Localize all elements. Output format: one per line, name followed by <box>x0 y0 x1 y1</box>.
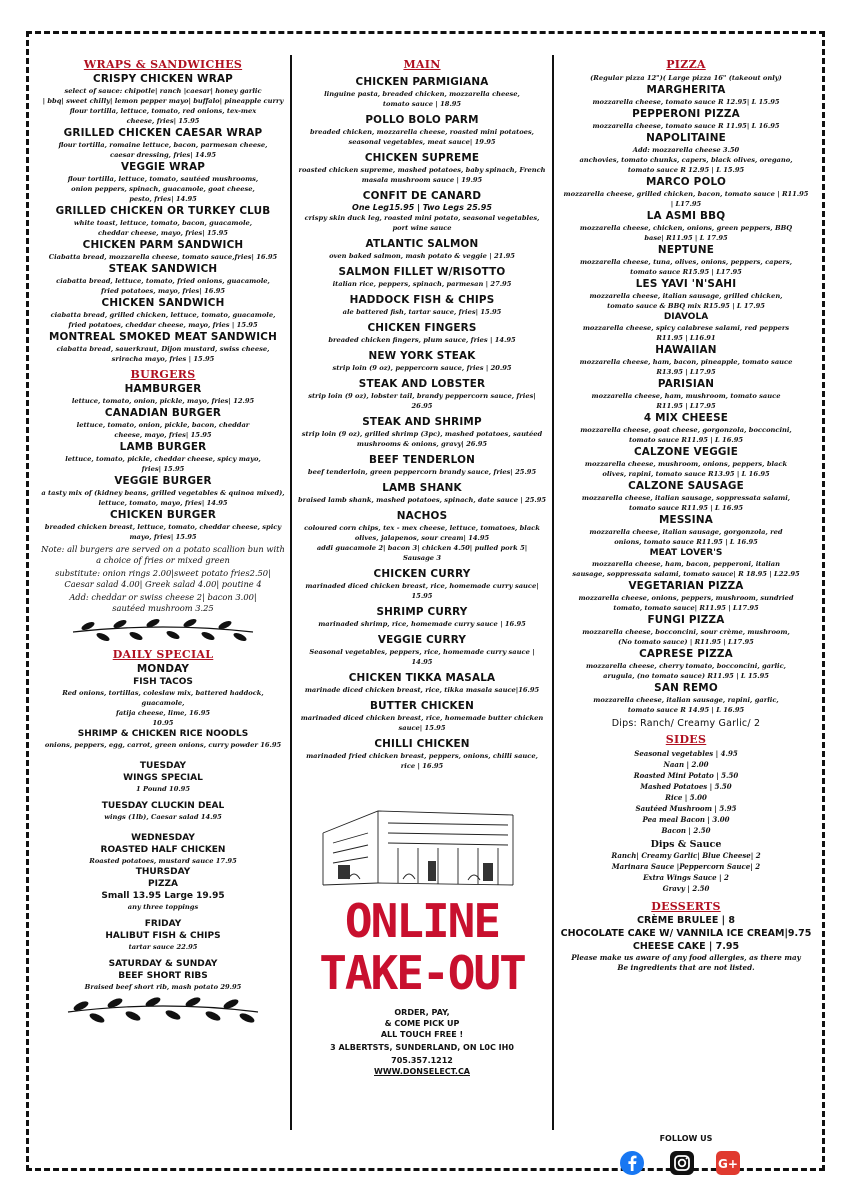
burger-item-desc: breaded chicken breast, lettuce, tomato, cheddar cheese, spicy mayo, fries| 15.95 <box>44 523 282 541</box>
pizza-item-name: MESSINA <box>659 514 713 526</box>
section-title-sides: SIDES <box>665 733 707 746</box>
main-item-name: NEW YORK STEAK <box>368 350 476 362</box>
main-item-desc: coloured corn chips, tex - mex cheese, lettuce, tomatoes, black olives, jalapenos, sour cream| 14.95 addi guacamole 2| bacon 3| chicken 4.50| pulled pork 5| Sausage 3 <box>304 524 540 562</box>
daily-thursday-sizes: Small 13.95 Large 19.95 <box>101 891 225 901</box>
facebook-icon[interactable] <box>619 1150 645 1176</box>
follow-us-label: FOLLOW US <box>659 1134 713 1143</box>
wraps-list <box>40 73 286 364</box>
main-item-desc: strip loin (9 oz), peppercorn sauce, fries | 20.95 <box>332 364 512 372</box>
burger-item-desc: lettuce, tomato, onion, pickle, mayo, fries| 12.95 <box>71 397 255 405</box>
pizza-item-name: 4 MIX CHEESE <box>643 412 729 424</box>
main-item-desc: strip loin (9 oz), lobster tail, brandy peppercorn sauce, fries| 26.95 <box>308 392 536 410</box>
section-title-pizza: PIZZA <box>666 58 706 71</box>
main-item-sub: One Leg15.95 | Two Legs 25.95 <box>352 203 492 212</box>
column-divider-right <box>552 55 554 1130</box>
dip-item: Ranch| Creamy Garlic| Blue Cheese| 2 <box>611 851 761 860</box>
section-title-main: MAIN <box>403 58 441 71</box>
burgers-list <box>40 383 286 542</box>
pizza-item-desc: mozzarella cheese, ham, bacon, pepperoni, italian sausage, soppressata salami, tomato sauce| R 18.95 | L22.95 <box>572 560 800 578</box>
main-item-desc: crispy skin duck leg, roasted mini potato, seasonal vegetables, port wine sauce <box>304 214 540 232</box>
wrap-item-desc: ciabatta bread, grilled chicken, lettuce, tomato, guacamole, fried potatoes, cheddar cheese, mayo, fries | 15.95 <box>50 311 276 329</box>
dip-item: Marinara Sauce |Peppercorn Sauce| 2 <box>611 862 761 871</box>
section-title-wraps: WRAPS & SANDWICHES <box>83 58 243 71</box>
pizza-item-name: VEGETARIAN PIZZA <box>628 580 744 592</box>
burger-item-name: LAMB BURGER <box>119 441 207 453</box>
wrap-item-desc: ciabatta bread, sauerkraut, Dijon mustard, swiss cheese, sriracha mayo, fries | 15.95 <box>56 345 270 363</box>
daily-tuesday-desc: 1 Pound 10.95 <box>136 785 190 793</box>
wrap-item-name: MONTREAL SMOKED MEAT SANDWICH <box>48 331 278 343</box>
burger-item-name: VEGGIE BURGER <box>114 475 212 487</box>
wrap-item-desc: ciabatta bread, lettuce, tomato, fried onions, guacamole, fried potatoes, mayo, fries| 16.95 <box>56 277 270 295</box>
daily-monday-item2: SHRIMP & CHICKEN RICE NOODLS <box>77 729 249 739</box>
pizza-item-name: PARISIAN <box>657 378 715 390</box>
main-item-name: LAMB SHANK <box>382 482 462 494</box>
pizza-item-name: LA ASMI BBQ <box>646 210 726 222</box>
main-item-name: CHICKEN CURRY <box>373 568 471 580</box>
section-title-desserts: DESSERTS <box>651 900 721 913</box>
promo-website-link[interactable]: WWW.DONSELECT.CA <box>374 1067 470 1076</box>
svg-text:G+: G+ <box>718 1157 738 1171</box>
column-main <box>298 56 546 771</box>
wrap-item-name: CRISPY CHICKEN WRAP <box>93 73 233 85</box>
pizza-item-name: NAPOLITAINE <box>646 132 726 144</box>
pizza-item-name: DIAVOLA <box>663 312 709 322</box>
main-item-name: STEAK AND LOBSTER <box>358 378 486 390</box>
column-wraps-burgers <box>40 56 286 1030</box>
pizza-item-desc: mozzarella cheese, italian sausage, rapini, garlic, tomato sauce R 14.95 | L 16.95 <box>593 696 779 714</box>
daily-thursday: THURSDAY <box>135 867 191 877</box>
dips-list <box>560 850 812 894</box>
main-item-name: CHICKEN PARMIGIANA <box>355 76 489 88</box>
pizza-item-desc: mozzarella cheese, ham, bacon, pineapple, tomato sauce R13.95 | L17.95 <box>579 358 793 376</box>
main-item-desc: marinaded shrimp, rice, homemade curry sauce | 16.95 <box>318 620 526 628</box>
side-item: Bacon | 2.50 <box>661 826 711 835</box>
burger-substitute: substitute: onion rings 2.00|sweet potato fries2.50| Caesar salad 4.00| Greek salad 4.00| poutine 4 <box>55 568 271 589</box>
burger-item-name: CANADIAN BURGER <box>104 407 222 419</box>
column-pizza <box>560 56 812 973</box>
wrap-item-name: CHICKEN SANDWICH <box>101 297 225 309</box>
pizza-item-name: PEPPERONI PIZZA <box>632 108 740 120</box>
main-item-name: CHICKEN TIKKA MASALA <box>348 672 496 684</box>
main-item-desc: ale battered fish, tartar sauce, fries| 15.95 <box>342 308 502 316</box>
side-item: Naan | 2.00 <box>663 760 709 769</box>
main-item-desc: marinaded diced chicken breast, rice, homemade curry sauce| 15.95 <box>305 582 539 600</box>
vine-divider-bottom <box>63 996 263 1026</box>
desserts-list <box>560 915 812 953</box>
pizza-item-name: MEAT LOVER'S <box>649 548 723 558</box>
pizza-item-desc: mozzarella cheese, italian sausage, grilled chicken, tomato sauce & BBQ mix R15.95 | L 17.95 <box>589 292 783 310</box>
main-item-desc: braised lamb shank, mashed potatoes, spinach, date sauce | 25.95 <box>298 496 547 504</box>
main-item-desc: strip loin (9 oz), grilled shrimp (3pc), mashed potatoes, sautéed mushrooms & onions, gravy| 26.95 <box>301 430 543 448</box>
daily-wednesday-item: ROASTED HALF CHICKEN <box>100 845 226 855</box>
pizza-item-desc: mozzarella cheese, chicken, onions, green peppers, BBQ base| R11.95 | L 17.95 <box>579 224 793 242</box>
main-item-desc: marinade diced chicken breast, rice, tikka masala sauce|16.95 <box>304 686 540 694</box>
pizza-item-name: LES YAVI 'N'SAHI <box>635 278 737 290</box>
side-item: Seasonal vegetables | 4.95 <box>634 749 738 758</box>
wrap-item-name: STEAK SANDWICH <box>108 263 218 275</box>
burger-add: Add: cheddar or swiss cheese 2| bacon 3.00| sautéed mushroom 3.25 <box>69 592 257 613</box>
wrap-item-desc: flour tortilla, romaine lettuce, bacon, parmesan cheese, caesar dressing, fries| 14.95 <box>58 141 268 159</box>
main-item-desc: oven baked salmon, mash potato & veggie | 21.95 <box>329 252 515 260</box>
daily-tuesday: TUESDAY <box>139 761 187 771</box>
wrap-item-name: CHICKEN PARM SANDWICH <box>82 239 244 251</box>
main-item-desc: breaded chicken fingers, plum sauce, fries | 14.95 <box>328 336 516 344</box>
pizza-item-desc: mozzarella cheese, goat cheese, gorgonzola, bocconcini, tomato sauce R11.95 | L 16.95 <box>580 426 792 444</box>
pizza-item-desc: mozzarella cheese, italian sausage, gorgonzola, red onions, tomato sauce R11.95 | L 16.95 <box>589 528 783 546</box>
daily-weekend-desc: Braised beef short rib, mash potato 29.95 <box>84 983 242 991</box>
wrap-item-name: VEGGIE WRAP <box>120 161 206 173</box>
pizza-item-name: NEPTUNE <box>657 244 715 256</box>
pizza-item-name: MARGHERITA <box>646 84 726 96</box>
main-item-name: POLLO BOLO PARM <box>365 114 479 126</box>
main-item-name: CHICKEN SUPREME <box>364 152 480 164</box>
daily-monday-desc: Red onions, tortillas, coleslaw mix, battered haddock, guacamole, fatija cheese, lime, 16.95 <box>62 689 264 717</box>
sides-list <box>560 748 812 836</box>
main-item-desc: linguine pasta, breaded chicken, mozzarella cheese, tomato sauce | 18.95 <box>324 90 520 108</box>
main-item-name: SALMON FILLET W/RISOTTO <box>338 266 506 278</box>
pizza-item-name: CAPRESE PIZZA <box>639 648 733 660</box>
wrap-item-name: GRILLED CHICKEN CAESAR WRAP <box>63 127 263 139</box>
daily-weekend-item: BEEF SHORT RIBS <box>118 971 208 981</box>
daily-weekend: SATURDAY & SUNDAY <box>108 959 218 969</box>
side-item: Roasted Mini Potato | 5.50 <box>633 771 739 780</box>
main-item-desc: marinaded fried chicken breast, peppers, onions, chilli sauce, rice | 16.95 <box>306 752 538 770</box>
promo-online: ONLINE <box>344 894 500 948</box>
daily-friday: FRIDAY <box>144 919 182 929</box>
dessert-item: CHOCOLATE CAKE W/ VANNILA ICE CREAM|9.75 <box>560 928 812 939</box>
promo-phone: 705.357.1212 <box>391 1056 453 1065</box>
main-item-name: BUTTER CHICKEN <box>370 700 474 712</box>
side-item: Rice | 5.00 <box>665 793 707 802</box>
main-item-name: NACHOS <box>396 510 448 522</box>
daily-thursday-desc: any three toppings <box>127 903 199 911</box>
wrap-item-desc: white toast, lettuce, tomato, bacon, guacamole, cheddar cheese, mayo, fries| 15.95 <box>73 219 253 237</box>
side-item: Sautéed Mushroom | 5.95 <box>635 804 737 813</box>
pizza-item-desc: mozzarella cheese, italian sausage, soppressata salami, tomato sauce R11.95 | L 16.95 <box>581 494 791 512</box>
pizza-item-desc: mozzarella cheese, grilled chicken, bacon, tomato sauce | R11.95 | L17.95 <box>563 190 809 208</box>
main-item-desc: italian rice, peppers, spinach, parmesan | 27.95 <box>332 280 512 288</box>
promo-block <box>298 895 546 1077</box>
daily-monday-price: 10.95 <box>152 719 174 727</box>
daily-friday-desc: tartar sauce 22.95 <box>128 943 198 951</box>
section-title-burgers: BURGERS <box>130 368 196 381</box>
promo-pickup: & COME PICK UP <box>384 1019 460 1028</box>
pizza-item-name: MARCO POLO <box>646 176 726 188</box>
main-list <box>298 76 546 771</box>
main-item-name: BEEF TENDERLON <box>368 454 476 466</box>
pizza-item-name: HAWAIIAN <box>655 344 717 356</box>
side-item: Mashed Potatoes | 5.50 <box>640 782 732 791</box>
daily-friday-item: HALIBUT FISH & CHIPS <box>105 931 221 941</box>
main-item-name: VEGGIE CURRY <box>377 634 467 646</box>
allergy-note: Please make us aware of any food allergies, as there may Be ingredients that are not listed. <box>571 953 801 972</box>
pizza-item-desc: mozzarella cheese, mushroom, onions, peppers, black olives, rapini, tomato sauce R13.95 | L 16.95 <box>584 460 788 478</box>
main-item-name: STEAK AND SHRIMP <box>362 416 482 428</box>
dips-sauce-title: Dips & Sauce <box>650 839 722 850</box>
promo-takeout: TAKE-OUT <box>319 946 525 1000</box>
main-item-desc: roasted chicken supreme, mashed potatoes, baby spinach, French masala mushroom sauce | 19.95 <box>298 166 546 184</box>
pizza-item-desc: mozzarella cheese, tomato sauce R 11.95| L 16.95 <box>592 122 780 130</box>
pizza-item-desc: Add: mozzarella cheese 3.50 anchovies, tomato chunks, capers, black olives, oregano, tomato sauce R 12.95 | L 15.95 <box>579 146 793 174</box>
pizza-item-desc: mozzarella cheese, ham, mushroom, tomato sauce R11.95 | L17.95 <box>591 392 781 410</box>
burger-item-name: HAMBURGER <box>124 383 202 395</box>
pizza-item-desc: mozzarella cheese, tuna, olives, onions, peppers, capers, tomato sauce R15.95 | L17.95 <box>579 258 793 276</box>
dip-item: Extra Wings Sauce | 2 <box>643 873 729 882</box>
restaurant-sketch-image <box>318 803 518 889</box>
vine-divider-top <box>68 618 258 644</box>
dessert-item: CRÈME BRULEE | 8 <box>636 915 736 926</box>
pizza-item-desc: mozzarella cheese, cherry tomato, bocconcini, garlic, arugula, (no tomato sauce) R11.95 | L 15.95 <box>585 662 786 680</box>
burger-note: Note: all burgers are served on a potato scallion bun with a choice of fries or mixed green <box>41 544 285 565</box>
column-divider-left <box>290 55 292 1130</box>
side-item: Pea meal Bacon | 3.00 <box>642 815 730 824</box>
daily-tuesday-desc2: wings (1lb), Caesar salad 14.95 <box>104 813 222 821</box>
pizza-dips: Dips: Ranch/ Creamy Garlic/ 2 <box>611 718 761 729</box>
promo-order: ORDER, PAY, <box>394 1008 450 1017</box>
main-item-desc: Seasonal vegetables, peppers, rice, homemade curry sauce | 14.95 <box>309 648 535 666</box>
burger-item-desc: lettuce, tomato, onion, pickle, bacon, cheddar cheese, mayo, fries| 15.95 <box>76 421 250 439</box>
wrap-item-name: GRILLED CHICKEN OR TURKEY CLUB <box>55 205 271 217</box>
pizza-item-name: CALZONE SAUSAGE <box>628 480 744 492</box>
pizza-item-desc: mozzarella cheese, onions, peppers, mushroom, sundried tomato, tomato sauce| R11.95 | L17.95 <box>578 594 794 612</box>
instagram-icon[interactable] <box>669 1150 695 1176</box>
daily-wednesday: WEDNESDAY <box>131 833 195 843</box>
daily-wednesday-desc: Roasted potatoes, mustard sauce 17.95 <box>89 857 237 865</box>
burger-item-name: CHICKEN BURGER <box>109 509 217 521</box>
pizza-item-desc: mozzarella cheese, tomato sauce R 12.95| L 15.95 <box>592 98 780 106</box>
main-item-desc: breaded chicken, mozzarella cheese, roasted mini potatoes, seasonal vegetables, meat sauce| 19.95 <box>309 128 534 146</box>
daily-thursday-item: PIZZA <box>148 879 178 889</box>
main-item-name: CONFIT DE CANARD <box>362 190 482 202</box>
pizza-item-name: FUNGI PIZZA <box>647 614 725 626</box>
main-item-name: CHICKEN FINGERS <box>367 322 477 334</box>
main-item-name: HADDOCK FISH & CHIPS <box>349 294 495 306</box>
burger-item-desc: lettuce, tomato, pickle, cheddar cheese, spicy mayo, fries| 15.95 <box>65 455 261 473</box>
wrap-item-desc: flour tortilla, lettuce, tomato, sautéed mushrooms, onion peppers, spinach, guacamole, goat cheese, pesto, fries| 14.95 <box>67 175 259 203</box>
daily-monday-desc2: onions, peppers, egg, carrot, green onions, curry powder 16.95 <box>44 741 282 749</box>
burger-item-desc: a tasty mix of (kidney beans, grilled vegetables & quinoa mixed), lettuce, tomato, mayo, fries| 14.95 <box>41 489 285 507</box>
daily-monday: MONDAY <box>136 663 190 675</box>
pizza-item-desc: mozzarella cheese, bocconcini, sour crème, mushroom, (No tomato sauce) | R11.95 | L17.95 <box>582 628 790 646</box>
pizza-item-name: SAN REMO <box>654 682 718 694</box>
promo-address: 3 ALBERTSTS, SUNDERLAND, ON L0C IH0 <box>330 1043 514 1052</box>
main-item-name: SHRIMP CURRY <box>376 606 468 618</box>
pizza-item-name: CALZONE VEGGIE <box>633 446 739 458</box>
pizza-sizes: (Regular pizza 12")( Large pizza 16" (takeout only) <box>590 74 782 82</box>
daily-tuesday-item2: TUESDAY CLUCKIN DEAL <box>101 801 225 811</box>
main-item-name: ATLANTIC SALMON <box>365 238 479 250</box>
main-item-desc: marinaded diced chicken breast, rice, homemade butter chicken sauce| 15.95 <box>300 714 544 732</box>
promo-touch-free: ALL TOUCH FREE ! <box>380 1030 464 1039</box>
main-item-name: CHILLI CHICKEN <box>374 738 470 750</box>
dip-item: Gravy | 2.50 <box>662 884 710 893</box>
pizza-list <box>560 84 812 715</box>
daily-monday-item: FISH TACOS <box>133 677 193 687</box>
dessert-item: CHEESE CAKE | 7.95 <box>632 941 740 952</box>
wrap-item-desc: select of sauce: chipotle| ranch |caesar| honey garlic | bbq| sweet chilly| lemon pepper mayo| buffalo| pineapple curry flour tortilla, lettuce, tomato, red onions, tex-mex cheese, fries| 15.95 <box>42 87 284 125</box>
main-item-desc: beef tenderloin, green peppercorn brandy sauce, fries| 25.95 <box>307 468 537 476</box>
section-title-daily: DAILY SPECIAL <box>112 648 214 661</box>
google-plus-icon[interactable] <box>715 1150 741 1176</box>
pizza-item-desc: mozzarella cheese, spicy calabrese salami, red peppers R11.95 | L16.91 <box>582 324 790 342</box>
daily-tuesday-item: WINGS SPECIAL <box>123 773 203 783</box>
wrap-item-desc: Ciabatta bread, mozzarella cheese, tomato sauce,fries| 16.95 <box>48 253 278 261</box>
